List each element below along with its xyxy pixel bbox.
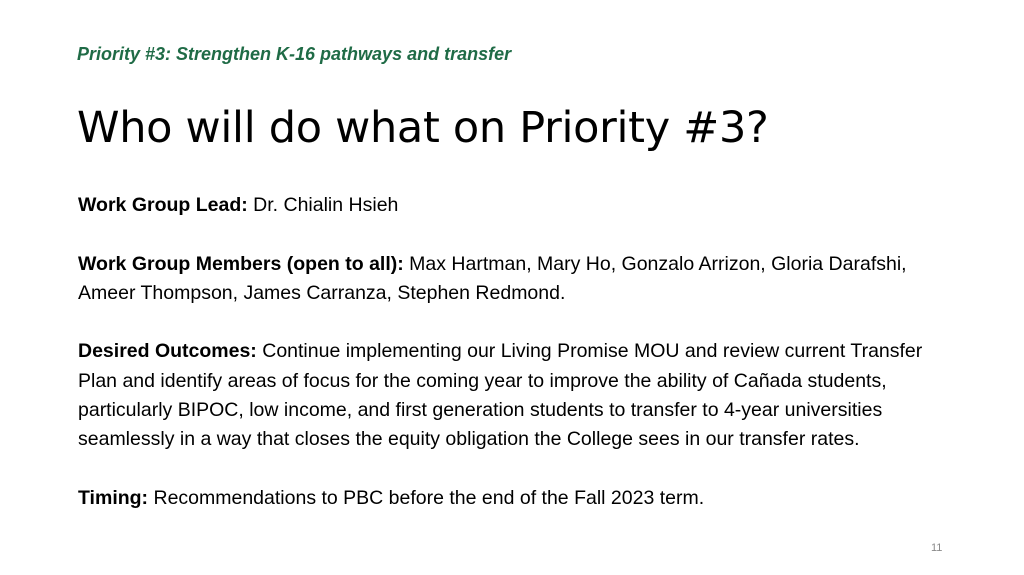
desired-outcomes xyxy=(78,337,958,454)
desired-outcomes-text: Continue implementing our Living Promise MOU and review current Transfer Plan and identify areas of focus for the coming year to improve the ability of Cañada students, particularly BIPOC, low income, and first generation students to transfer to 4-year universities seamlessly in a way that closes the equity obligation the College sees in our transfer rates. xyxy=(78,340,923,451)
work-group-lead-text: Dr. Chialin Hsieh xyxy=(253,194,399,216)
slide-body xyxy=(78,191,958,513)
work-group-members-text: Max Hartman, Mary Ho, Gonzalo Arrizon, Gloria Darafshi, Ameer Thompson, James Carranza, Stephen Redmond. xyxy=(78,252,907,304)
work-group-lead xyxy=(78,191,958,220)
desired-outcomes-label: Desired Outcomes: xyxy=(78,340,257,363)
timing-label: Timing: xyxy=(78,486,149,509)
work-group-members-label: Work Group Members (open to all): xyxy=(78,252,404,275)
timing-text: Recommendations to PBC before the end of the Fall 2023 term. xyxy=(153,486,705,509)
work-group-lead-label: Work Group Lead: xyxy=(78,194,248,216)
work-group-members xyxy=(78,250,958,309)
slide-title: Who will do what on Priority #3? xyxy=(77,103,769,153)
page-number: 11 xyxy=(931,542,943,554)
timing xyxy=(78,484,958,513)
slide-subtitle: Priority #3: Strengthen K-16 pathways and transfer xyxy=(77,44,512,64)
